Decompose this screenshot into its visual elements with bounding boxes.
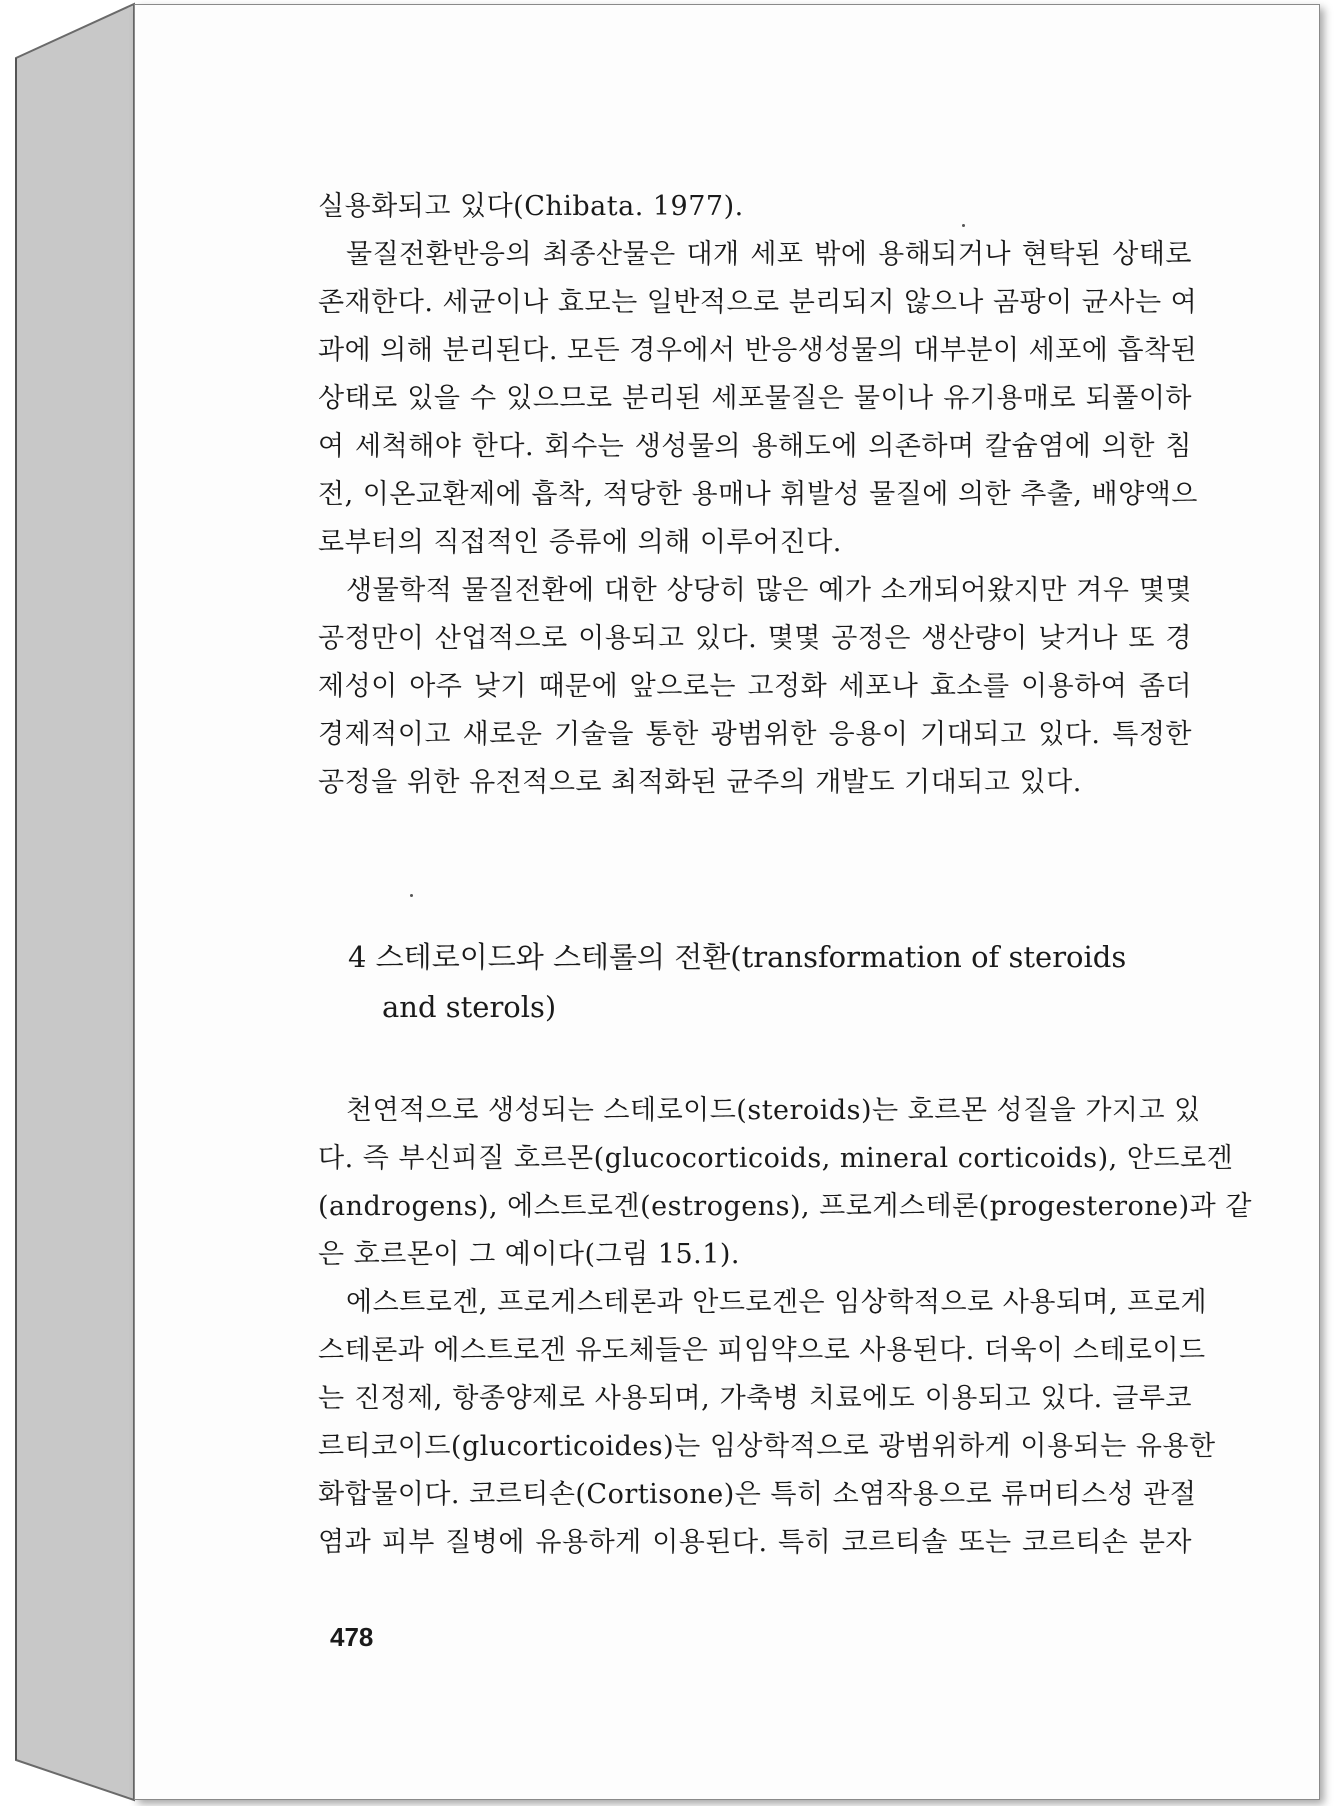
text-line: 다. 즉 부신피질 호르몬(glucocorticoids, mineral corticoids), 안드로겐 [318,1143,1234,1174]
page-number: 478 [330,1622,374,1652]
text-line: 존재한다. 세균이나 효모는 일반적으로 분리되지 않으나 곰팡이 균사는 여 [318,287,1198,318]
text-line: 경제적이고 새로운 기술을 통한 광범위한 응용이 기대되고 있다. 특정한 [318,719,1192,750]
text-line: 과에 의해 분리된다. 모든 경우에서 반응생성물의 대부분이 세포에 흡착된 [318,335,1198,366]
text-line: 제성이 아주 낮기 때문에 앞으로는 고정화 세포나 효소를 이용하여 좀더 [318,671,1192,702]
text-line: 실용화되고 있다(Chibata. 1977). [318,191,744,222]
text-line: 전, 이온교환제에 흡착, 적당한 용매나 휘발성 물질에 의한 추출, 배양액으 [318,479,1198,510]
section-heading-line: and sterols) [382,990,557,1024]
text-line: 공정만이 산업적으로 이용되고 있다. 몇몇 공정은 생산량이 낮거나 또 경 [318,623,1192,654]
text-line: 스테론과 에스트로겐 유도체들은 피임약으로 사용된다. 더욱이 스테로이드 [318,1335,1206,1366]
book-spine [0,0,140,1806]
text-line: 물질전환반응의 최종산물은 대개 세포 밖에 용해되거나 현탁된 상태로 [346,239,1192,270]
text-line: 상태로 있을 수 있으므로 분리된 세포물질은 물이나 유기용매로 되풀이하 [318,383,1192,414]
text-line: 천연적으로 생성되는 스테로이드(steroids)는 호르몬 성질을 가지고 있 [346,1095,1201,1126]
text-line: 화합물이다. 코르티손(Cortisone)은 특히 소염작용으로 류머티스성 관절 [318,1479,1197,1510]
text-line: 여 세척해야 한다. 회수는 생성물의 용해도에 의존하며 칼슘염에 의한 침 [318,431,1192,462]
scan-speck [410,894,413,897]
text-line: (androgens), 에스트로겐(estrogens), 프로게스테론(progesterone)과 같 [318,1191,1252,1222]
text-line: 생물학적 물질전환에 대한 상당히 많은 예가 소개되어왔지만 겨우 몇몇 [346,575,1192,606]
text-line: 로부터의 직접적인 증류에 의해 이루어진다. [318,527,842,558]
text-line: 는 진정제, 항종양제로 사용되며, 가축병 치료에도 이용되고 있다. 글루코 [318,1383,1192,1414]
section-heading-line: 4 스테로이드와 스테롤의 전환(transformation of steroids [348,940,1127,974]
text-line: 염과 피부 질병에 유용하게 이용된다. 특히 코르티솔 또는 코르티손 분자 [318,1527,1192,1558]
text-line: 은 호르몬이 그 예이다(그림 15.1). [318,1239,740,1270]
text-line: 에스트로겐, 프로게스테론과 안드로겐은 임상학적으로 사용되며, 프로게 [346,1287,1208,1318]
scan-speck [962,224,965,227]
text-line: 르티코이드(glucorticoides)는 임상학적으로 광범위하게 이용되는 유용한 [318,1431,1216,1462]
text-line: 공정을 위한 유전적으로 최적화된 균주의 개발도 기대되고 있다. [318,767,1082,798]
